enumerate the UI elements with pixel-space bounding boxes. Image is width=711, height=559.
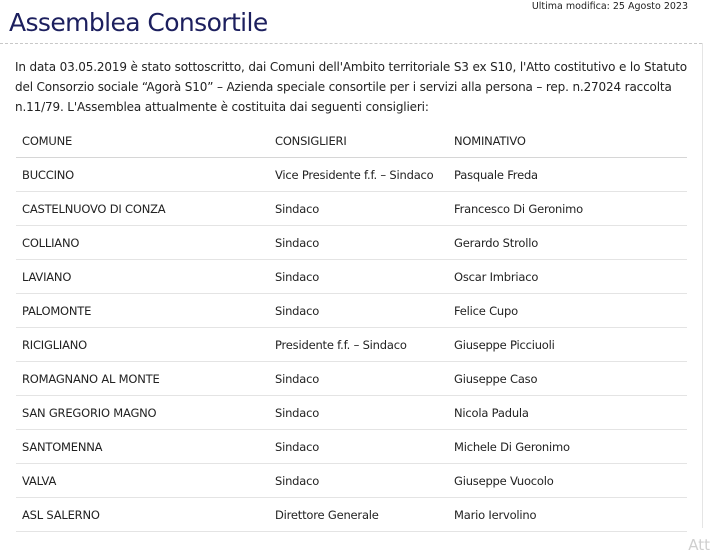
cell-nominativo: Felice Cupo bbox=[448, 294, 687, 328]
cell-nominativo: Oscar Imbriaco bbox=[448, 260, 687, 294]
intro-paragraph: In data 03.05.2019 è stato sottoscritto, dai Comuni dell'Ambito territoriale S3 ex S10, l'Atto costitutivo e lo Statuto del Consorzio sociale “Agorà S10” – Azienda speciale consortile per i servizi alla persona – rep. n.27024 raccolta n.11/79. L'Assemblea attualmente è costituita dai seguenti consiglieri: bbox=[15, 60, 687, 114]
cell-consiglieri: Sindaco bbox=[269, 294, 448, 328]
cell-comune: LAVIANO bbox=[16, 260, 269, 294]
table-row bbox=[16, 498, 687, 532]
cell-comune: BUCCINO bbox=[16, 158, 269, 192]
table-row bbox=[16, 294, 687, 328]
table-row bbox=[16, 362, 687, 396]
cell-consiglieri: Sindaco bbox=[269, 430, 448, 464]
cell-consiglieri: Sindaco bbox=[269, 226, 448, 260]
title-divider bbox=[0, 43, 702, 44]
cell-comune: ROMAGNANO AL MONTE bbox=[16, 362, 269, 396]
column-header-nominativo: NOMINATIVO bbox=[448, 124, 687, 158]
cell-nominativo: Francesco Di Geronimo bbox=[448, 192, 687, 226]
cell-consiglieri: Sindaco bbox=[269, 396, 448, 430]
cell-nominativo: Giuseppe Caso bbox=[448, 362, 687, 396]
table-row bbox=[16, 430, 687, 464]
cell-comune: PALOMONTE bbox=[16, 294, 269, 328]
table-row bbox=[16, 260, 687, 294]
cell-consiglieri: Vice Presidente f.f. – Sindaco bbox=[269, 158, 448, 192]
cell-consiglieri: Presidente f.f. – Sindaco bbox=[269, 328, 448, 362]
column-header-consiglieri: CONSIGLIERI bbox=[269, 124, 448, 158]
cell-comune: ASL SALERNO bbox=[16, 498, 269, 532]
cell-comune: SAN GREGORIO MAGNO bbox=[16, 396, 269, 430]
cell-comune: RICIGLIANO bbox=[16, 328, 269, 362]
cell-consiglieri: Sindaco bbox=[269, 464, 448, 498]
cell-consiglieri: Sindaco bbox=[269, 362, 448, 396]
table-row bbox=[16, 158, 687, 192]
cell-nominativo: Gerardo Strollo bbox=[448, 226, 687, 260]
council-members-table bbox=[16, 124, 687, 532]
corner-partial-text: Att bbox=[688, 536, 710, 554]
cell-consiglieri: Direttore Generale bbox=[269, 498, 448, 532]
cell-consiglieri: Sindaco bbox=[269, 192, 448, 226]
column-header-comune: COMUNE bbox=[16, 124, 269, 158]
cell-comune: SANTOMENNA bbox=[16, 430, 269, 464]
cell-nominativo: Mario Iervolino bbox=[448, 498, 687, 532]
table-row bbox=[16, 464, 687, 498]
cell-comune: COLLIANO bbox=[16, 226, 269, 260]
cell-consiglieri: Sindaco bbox=[269, 260, 448, 294]
cell-nominativo: Michele Di Geronimo bbox=[448, 430, 687, 464]
table-row bbox=[16, 396, 687, 430]
cell-nominativo: Nicola Padula bbox=[448, 396, 687, 430]
table-row bbox=[16, 226, 687, 260]
content-right-border bbox=[702, 43, 703, 528]
cell-nominativo: Giuseppe Picciuoli bbox=[448, 328, 687, 362]
cell-nominativo: Pasquale Freda bbox=[448, 158, 687, 192]
table-header-row bbox=[16, 124, 687, 158]
table-row bbox=[16, 328, 687, 362]
cell-nominativo: Giuseppe Vuocolo bbox=[448, 464, 687, 498]
table-row bbox=[16, 192, 687, 226]
page-title: Assemblea Consortile bbox=[9, 8, 268, 37]
cell-comune: CASTELNUOVO DI CONZA bbox=[16, 192, 269, 226]
last-modified-date: Ultima modifica: 25 Agosto 2023 bbox=[531, 1, 688, 12]
cell-comune: VALVA bbox=[16, 464, 269, 498]
